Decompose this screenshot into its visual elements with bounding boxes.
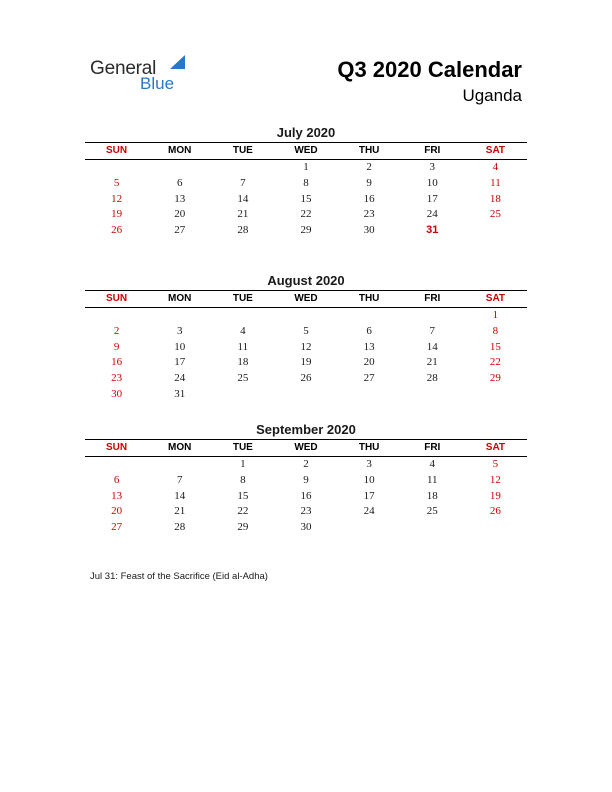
day-cell: 30 — [111, 387, 123, 400]
day-cell: 13 — [111, 489, 123, 502]
day-cell: 30 — [363, 224, 375, 237]
weekday-header — [85, 142, 527, 160]
day-cell — [274, 308, 337, 324]
day-cell: 30 — [300, 521, 312, 534]
country-name: Uganda — [462, 86, 522, 105]
day-cell: 25 — [237, 372, 249, 385]
weekday-header — [85, 290, 527, 308]
weekday-label: SAT — [485, 442, 506, 453]
weekday-label: FRI — [424, 442, 441, 453]
day-cell: 28 — [426, 372, 438, 385]
day-cell — [148, 457, 211, 473]
day-cell: 29 — [237, 521, 249, 534]
day-cell: 31 — [426, 224, 439, 237]
month-calendar-september — [85, 421, 527, 536]
day-cell: 13 — [174, 192, 186, 205]
day-cell — [401, 387, 464, 403]
day-cell: 19 — [111, 208, 123, 221]
day-cell: 22 — [237, 505, 249, 518]
day-cell: 4 — [240, 324, 246, 337]
day-cell — [274, 387, 337, 403]
week-row — [85, 520, 527, 536]
week-row — [85, 371, 527, 387]
generalblue-logo — [90, 55, 200, 95]
week-row — [85, 160, 527, 176]
day-cell: 14 — [237, 192, 249, 205]
week-row — [85, 355, 527, 371]
day-cell: 11 — [490, 176, 501, 189]
logo-text-general: General — [90, 58, 157, 79]
day-cell: 8 — [240, 473, 246, 486]
month-weeks — [85, 457, 527, 536]
day-cell: 24 — [363, 505, 375, 518]
weekday-label: WED — [294, 442, 318, 453]
day-cell: 16 — [300, 489, 312, 502]
month-weeks — [85, 160, 527, 239]
day-cell: 15 — [237, 489, 249, 502]
day-cell — [85, 160, 148, 176]
day-cell: 7 — [429, 324, 436, 337]
week-row — [85, 223, 527, 239]
day-cell: 5 — [303, 324, 309, 337]
day-cell: 20 — [174, 208, 186, 221]
day-cell: 24 — [174, 372, 186, 385]
day-cell: 1 — [303, 161, 309, 173]
week-row — [85, 192, 527, 208]
day-cell: 17 — [363, 489, 375, 502]
weekday-label: FRI — [424, 293, 441, 304]
logo-flag-icon — [170, 55, 185, 69]
weekday-label: FRI — [424, 145, 441, 156]
day-cell: 20 — [111, 505, 123, 518]
day-cell: 20 — [363, 356, 375, 369]
day-cell — [85, 308, 148, 324]
day-cell: 2 — [366, 161, 372, 173]
day-cell: 17 — [426, 192, 438, 205]
day-cell: 9 — [303, 473, 309, 486]
week-row — [85, 324, 527, 340]
weekday-label: SAT — [485, 145, 506, 156]
logo-text-blue: Blue — [140, 74, 175, 93]
day-cell — [85, 457, 148, 473]
day-cell: 16 — [111, 356, 123, 369]
day-cell: 6 — [366, 324, 372, 337]
weekday-label: THU — [358, 293, 380, 304]
day-cell: 23 — [300, 505, 312, 518]
day-cell: 26 — [300, 372, 312, 385]
day-cell: 12 — [489, 473, 501, 486]
weekday-label: WED — [294, 293, 318, 304]
month-calendar-july — [85, 124, 527, 239]
day-cell — [211, 160, 274, 176]
day-cell: 11 — [237, 340, 249, 353]
week-row — [85, 207, 527, 223]
weekday-label: WED — [294, 145, 318, 156]
day-cell: 23 — [111, 372, 123, 385]
week-row — [85, 176, 527, 192]
day-cell — [148, 308, 211, 324]
day-cell: 18 — [237, 356, 249, 369]
day-cell: 27 — [174, 224, 186, 237]
day-cell: 22 — [300, 208, 312, 221]
day-cell: 25 — [426, 505, 438, 518]
day-cell: 1 — [492, 309, 499, 321]
day-cell: 12 — [300, 340, 312, 353]
day-cell: 18 — [489, 192, 501, 205]
weekday-label: TUE — [232, 442, 253, 453]
day-cell: 25 — [489, 208, 501, 221]
day-cell: 12 — [111, 192, 123, 205]
day-cell — [338, 387, 401, 403]
day-cell: 15 — [489, 340, 501, 353]
day-cell — [464, 520, 527, 536]
day-cell — [148, 160, 211, 176]
weekday-label: SAT — [485, 293, 506, 304]
holiday-notes — [90, 571, 268, 582]
day-cell: 16 — [363, 192, 375, 205]
day-cell: 10 — [363, 473, 375, 486]
day-cell: 11 — [426, 473, 438, 486]
week-row — [85, 489, 527, 505]
day-cell — [338, 308, 401, 324]
weekday-label: THU — [358, 442, 380, 453]
page-title: Q3 2020 Calendar — [337, 57, 522, 82]
day-cell: 7 — [176, 473, 183, 486]
day-cell — [211, 387, 274, 403]
day-cell: 3 — [429, 161, 436, 173]
day-cell: 14 — [426, 340, 438, 353]
day-cell: 29 — [489, 372, 501, 385]
day-cell: 31 — [174, 387, 186, 400]
day-cell: 10 — [174, 340, 186, 353]
day-cell: 9 — [366, 176, 372, 189]
day-cell: 1 — [240, 458, 246, 470]
day-cell: 10 — [426, 176, 438, 189]
weekday-header — [85, 439, 527, 457]
day-cell: 4 — [492, 161, 499, 173]
day-cell: 15 — [300, 192, 312, 205]
month-calendar-august — [85, 272, 527, 403]
week-row — [85, 387, 527, 403]
weekday-label: THU — [358, 145, 380, 156]
day-cell: 17 — [174, 356, 186, 369]
day-cell — [338, 520, 401, 536]
day-cell: 19 — [300, 356, 312, 369]
month-title: July 2020 — [276, 125, 336, 140]
day-cell: 13 — [363, 340, 375, 353]
day-cell: 14 — [174, 489, 186, 502]
week-row — [85, 504, 527, 520]
week-row — [85, 340, 527, 356]
weekday-label: MON — [168, 145, 192, 156]
day-cell: 2 — [303, 458, 309, 470]
weekday-label: SUN — [106, 442, 128, 453]
weekday-label: MON — [168, 293, 192, 304]
weekday-label: TUE — [232, 145, 253, 156]
month-title: September 2020 — [256, 422, 356, 437]
day-cell: 3 — [366, 458, 372, 470]
day-cell: 22 — [489, 356, 501, 369]
day-cell: 8 — [492, 324, 499, 337]
weekday-label: TUE — [232, 293, 253, 304]
day-cell — [401, 308, 464, 324]
weekday-label: MON — [168, 442, 192, 453]
day-cell: 2 — [113, 324, 120, 337]
weekday-label: SUN — [106, 145, 128, 156]
day-cell — [211, 308, 274, 324]
day-cell: 28 — [237, 224, 249, 237]
day-cell: 26 — [111, 224, 123, 237]
day-cell: 6 — [176, 176, 183, 189]
day-cell: 21 — [426, 356, 438, 369]
day-cell: 28 — [174, 521, 186, 534]
day-cell: 4 — [429, 458, 436, 470]
day-cell: 18 — [426, 489, 438, 502]
day-cell: 26 — [489, 505, 501, 518]
week-row — [85, 457, 527, 473]
day-cell — [464, 223, 527, 239]
day-cell: 9 — [113, 340, 120, 353]
day-cell: 24 — [426, 208, 438, 221]
day-cell: 5 — [492, 458, 499, 470]
day-cell: 7 — [240, 176, 246, 189]
month-title: August 2020 — [267, 273, 345, 288]
week-row — [85, 308, 527, 324]
weekday-label: SUN — [106, 293, 128, 304]
holiday-note: Jul 31: Feast of the Sacrifice (Eid al-Adha) — [90, 571, 268, 582]
day-cell — [464, 387, 527, 403]
day-cell: 19 — [489, 489, 501, 502]
week-row — [85, 473, 527, 489]
day-cell: 23 — [363, 208, 375, 221]
day-cell: 27 — [111, 521, 123, 534]
day-cell: 27 — [363, 372, 375, 385]
day-cell: 6 — [113, 473, 120, 486]
day-cell: 21 — [237, 208, 249, 221]
month-weeks — [85, 308, 527, 403]
day-cell: 29 — [300, 224, 312, 237]
day-cell: 3 — [176, 324, 183, 337]
day-cell — [401, 520, 464, 536]
day-cell: 21 — [174, 505, 186, 518]
day-cell: 5 — [113, 176, 120, 189]
day-cell: 8 — [303, 176, 309, 189]
